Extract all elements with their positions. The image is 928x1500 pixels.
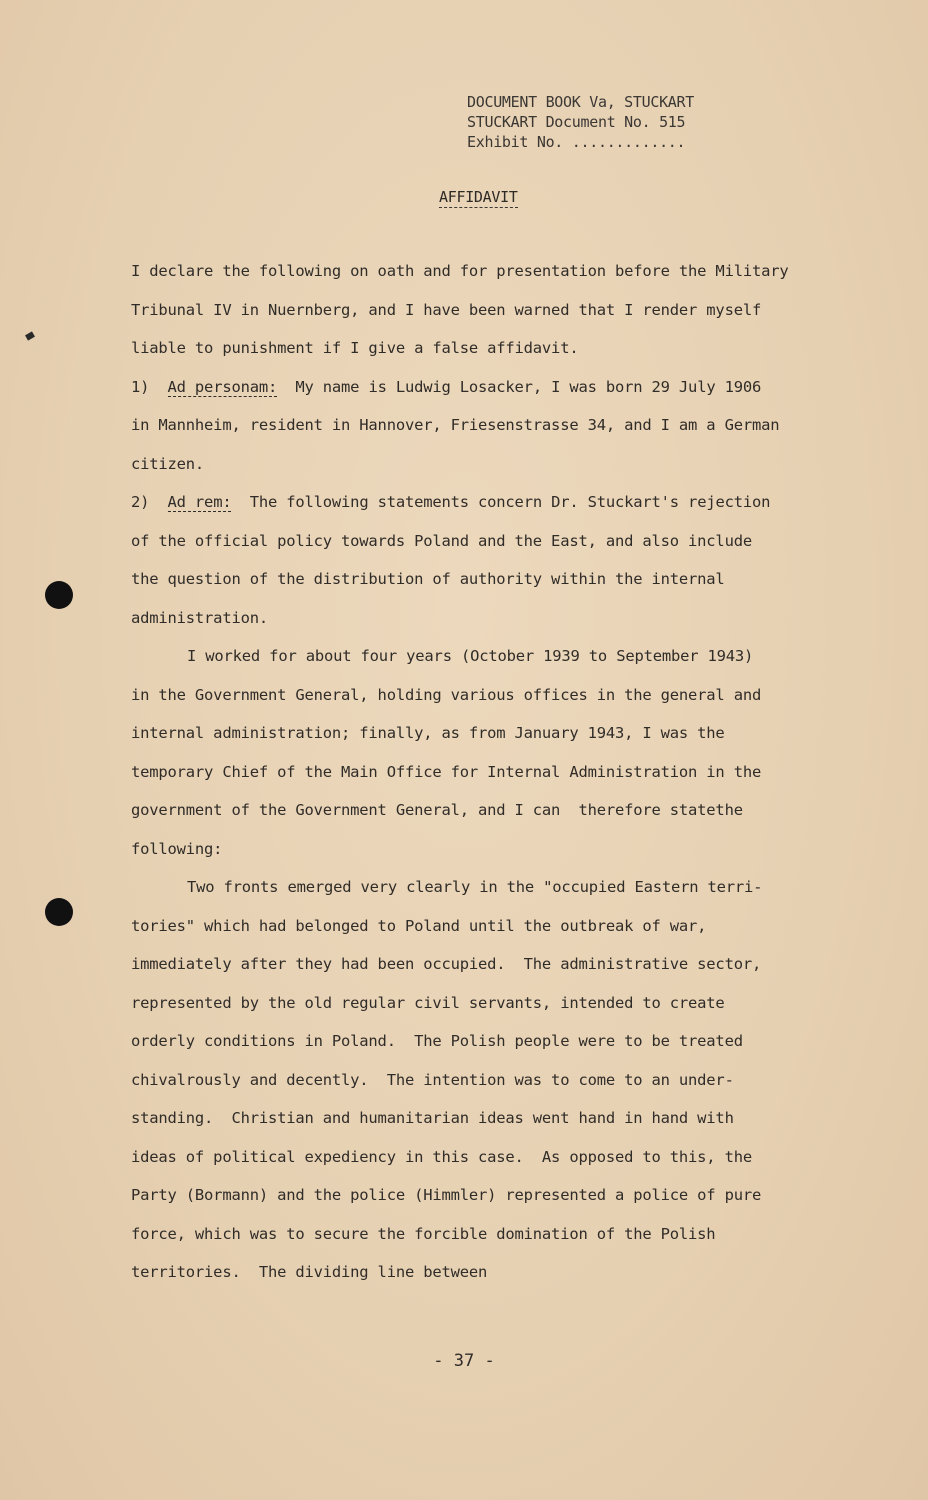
section-1-line: citizen. [131, 454, 205, 473]
intro-line: liable to punishment if I give a false affidavit. [131, 339, 579, 357]
paragraph-line: force, which was to secure the forcible domination of the Polish [131, 1224, 716, 1243]
section-1-label: 1) [131, 377, 150, 396]
paragraph-line: Party (Bormann) and the police (Himmler) represented a police of pure [131, 1186, 762, 1204]
header-line-exhibit: Exhibit No. ............. [467, 133, 686, 151]
paragraph-line: following: [131, 839, 223, 858]
document-title: AFFIDAVIT [439, 188, 518, 206]
document-body [131, 252, 831, 1292]
page-number: - 37 - [433, 1351, 495, 1371]
paragraph-line: internal administration; finally, as from January 1943, I was the [131, 724, 725, 742]
section-2-line: the question of the distribution of authority within the internal [131, 570, 725, 588]
paragraph-line: territories. The dividing line between [131, 1263, 488, 1281]
section-1-text: My name is Ludwig Losacker, I was born 29 July 1906 [295, 377, 762, 396]
section-1-first-line [131, 368, 831, 407]
header-line-docno: STUCKART Document No. 515 [467, 113, 686, 131]
paragraph-line: chivalrously and decently. The intention was to come to an under- [131, 1070, 734, 1089]
document-header [467, 92, 694, 152]
paragraph-line: immediately after they had been occupied. The administrative sector, [131, 955, 762, 973]
paragraph-line: in the Government General, holding various offices in the general and [131, 685, 762, 704]
section-1-line: in Mannheim, resident in Hannover, Friesenstrasse 34, and I am a German [131, 416, 780, 434]
section-2-line: of the official policy towards Poland and the East, and also include [131, 531, 752, 550]
paragraph-line: temporary Chief of the Main Office for Internal Administration in the [131, 762, 762, 781]
intro-line: Tribunal IV in Nuernberg, and I have been warned that I render myself [131, 300, 762, 319]
paragraph-line: Two fronts emerged very clearly in the "occupied Eastern terri- [187, 878, 763, 896]
punch-hole [45, 898, 73, 926]
header-line-book: DOCUMENT BOOK Va, STUCKART [467, 93, 695, 111]
paragraph-line: orderly conditions in Poland. The Polish people were to be treated [131, 1032, 743, 1050]
intro-line: I declare the following on oath and for presentation before the Military [131, 262, 789, 280]
section-1-heading: Ad personam: [167, 377, 278, 396]
section-2-line: administration. [131, 608, 268, 627]
paragraph-line: ideas of political expediency in this case. As opposed to this, the [131, 1147, 752, 1166]
section-2-text: The following statements concern Dr. Stuckart's rejection [249, 493, 771, 511]
punch-hole [45, 581, 73, 609]
section-2-label: 2) [131, 493, 150, 511]
paragraph-line: represented by the old regular civil servants, intended to create [131, 993, 725, 1012]
paragraph-line: standing. Christian and humanitarian ideas went hand in hand with [131, 1109, 734, 1127]
section-2-first-line [131, 483, 831, 522]
paragraph-line: tories" which had belonged to Poland until the outbreak of war, [131, 916, 707, 935]
ink-mark [25, 331, 35, 340]
paragraph-line: I worked for about four years (October 1939 to September 1943) [187, 647, 754, 665]
paragraph-line: government of the Government General, and I can therefore statethe [131, 801, 743, 819]
section-2-heading: Ad rem: [167, 493, 232, 511]
